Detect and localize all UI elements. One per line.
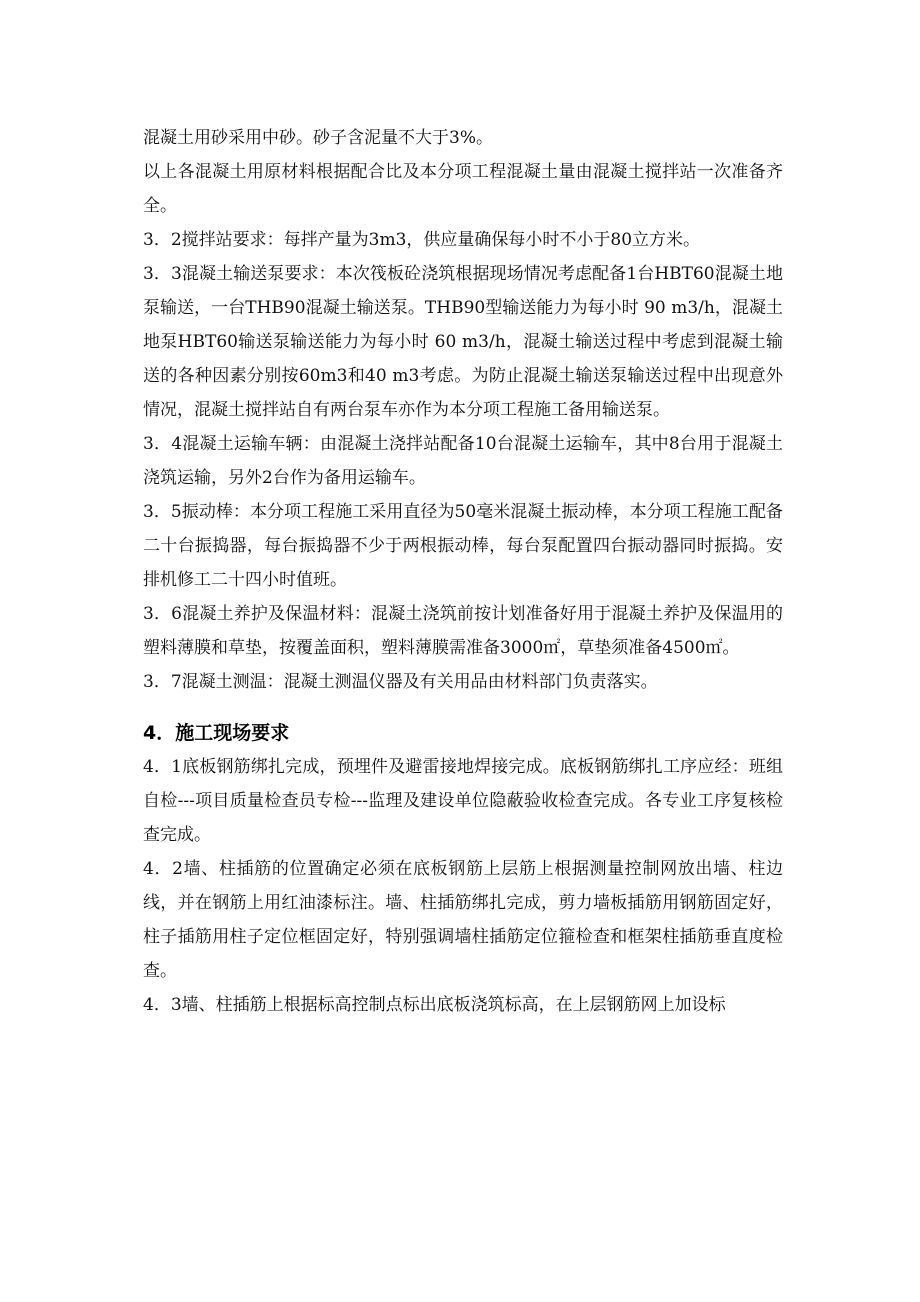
paragraph-3-2-mixing-station: 3．2搅拌站要求：每拌产量为3m3，供应量确保每小时不小于80立方米。 [143,230,701,250]
paragraph-sand: 混凝土用砂采用中砂。砂子含泥量不大于3%。 [143,128,493,148]
paragraph-materials: 以上各混凝土用原材料根据配合比及本分项工程混凝土量由混凝土搅拌站一次准备齐全。 [143,162,783,216]
paragraph-3-4-vehicles: 3．4混凝土运输车辆：由混凝土浇拌站配备10台混凝土运输车，其中8台用于混凝土浇筑运输，另外2台作为备用运输车。 [143,434,783,488]
paragraph-3-6-curing: 3．6混凝土养护及保温材料：混凝土浇筑前按计划准备好用于混凝土养护及保温用的塑料薄膜和草垫，按覆盖面积，塑料薄膜需准备3000㎡，草垫须准备4500㎡。 [143,604,783,658]
paragraph-3-3-pump: 3．3混凝土输送泵要求：本次筏板砼浇筑根据现场情况考虑配备1台HBT60混凝土地泵输送，一台THB90混凝土输送泵。THB90型输送能力为每小时 90 m3/h，混凝土地泵HBT60输送泵输送能力为每小时 60 m3/h，混凝土输送过程中考虑到混凝土输送的各种因素分别按60m3和40 m3考虑。为防止混凝土输送泵输送过程中出现意外情况，混凝土搅拌站自有两台泵车亦作为本分项工程施工备用输送泵。 [143,264,783,420]
paragraph-3-5-vibrator: 3．5振动棒：本分项工程施工采用直径为50毫米混凝土振动棒，本分项工程施工配备二十台振捣器，每台振捣器不少于两根振动棒，每台泵配置四台振动器同时振捣。安排机修工二十四小时值班。 [143,502,783,590]
paragraph-4-1-rebar: 4．1底板钢筋绑扎完成，预埋件及避雷接地焊接完成。底板钢筋绑扎工序应经：班组自检---项目质量检查员专检---监理及建设单位隐蔽验收检查完成。各专业工序复核检查完成。 [143,757,783,845]
paragraph-4-2-dowels: 4．2墙、柱插筋的位置确定必须在底板钢筋上层筋上根据测量控制网放出墙、柱边线，并在钢筋上用红油漆标注。墙、柱插筋绑扎完成，剪力墙板插筋用钢筋固定好，柱子插筋用柱子定位框固定好，特别强调墙柱插筋定位箍检查和框架柱插筋垂直度检查。 [143,859,783,981]
paragraph-3-7-temperature: 3．7混凝土测温：混凝土测温仪器及有关用品由材料部门负责落实。 [143,672,658,692]
document-body [143,121,783,1022]
paragraph-4-3-elevation: 4．3墙、柱插筋上根据标高控制点标出底板浇筑标高，在上层钢筋网上加设标 [143,995,726,1015]
section-heading-4: 4．施工现场要求 [143,722,290,744]
